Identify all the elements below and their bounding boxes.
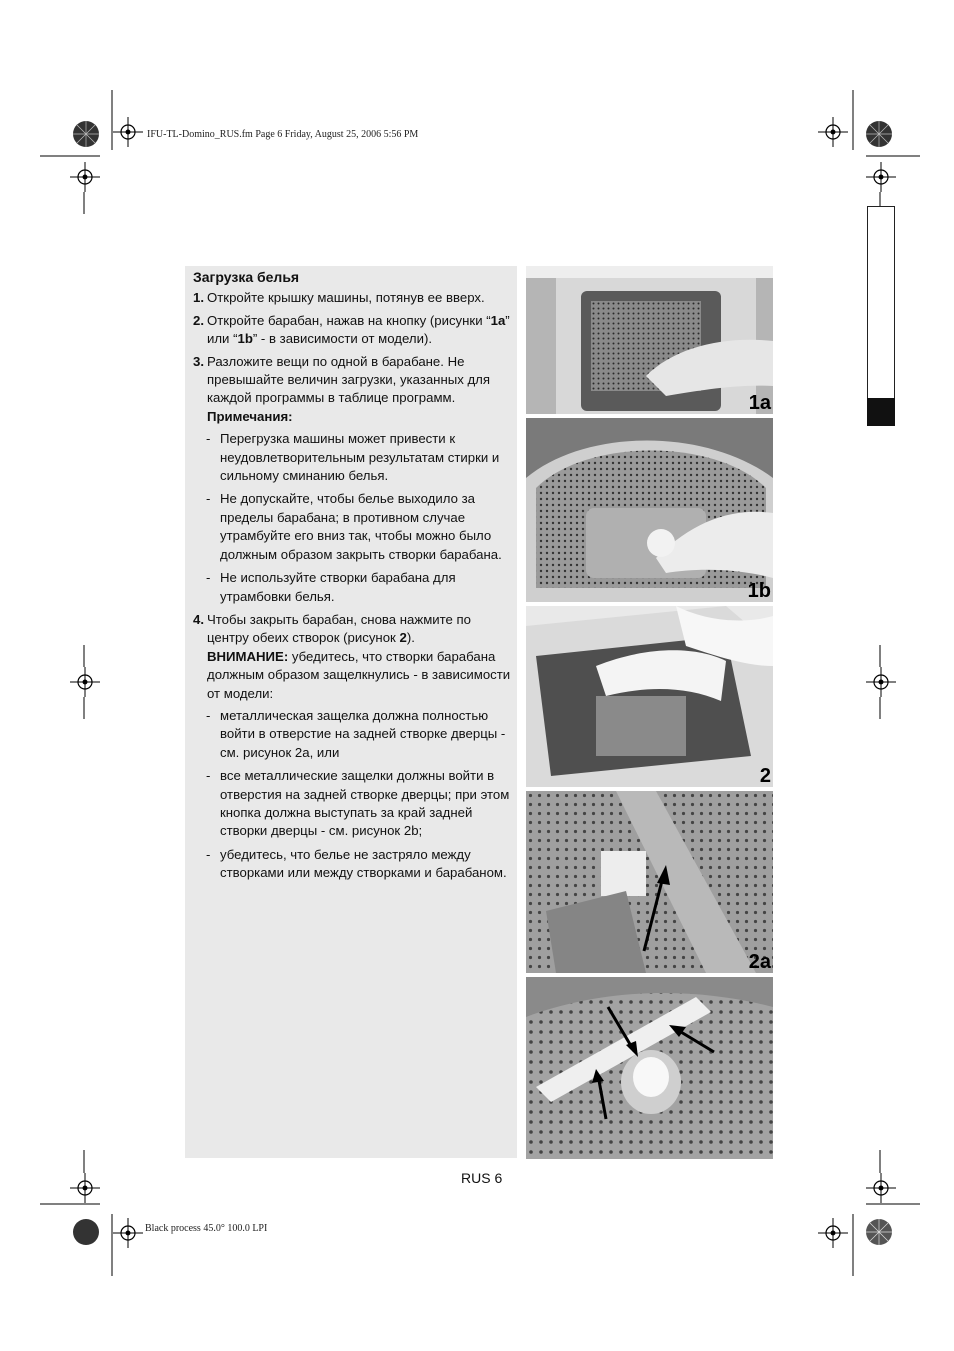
step-text: ” - в зависимости от модели). [252,331,432,347]
step-3 [193,353,511,427]
figure-label: 2a [748,951,771,973]
step-text: Откройте крышку машины, потянув ее вверх. [207,290,485,306]
step-text: Откройте барабан, нажав на кнопку (рисунки “ [207,312,491,328]
step-number: 4. [193,611,204,627]
step-number: 3. [193,353,204,369]
section-title: Загрузка белья [193,269,300,285]
star-target-icon [72,120,100,148]
warning-text: убедитесь, что створки барабана должным образом защелкнулись - в зависимости от модели: [207,648,511,701]
figure-ref: 1a [490,312,506,328]
star-target-icon [865,1218,893,1246]
step-1 [193,289,511,307]
star-target-icon [865,120,893,148]
figure-ref: 1b [237,331,253,347]
instructions [193,268,511,888]
warnings-list [193,707,511,883]
figure-label: 1a [748,392,771,414]
figure-label: 1b [747,580,771,602]
step-4 [193,611,511,703]
edge-tab-marker [867,398,895,426]
step-text: ” или “ [207,312,510,347]
step-text: ). [406,630,415,646]
figure-2 [526,606,773,787]
photo-column [526,266,773,1159]
step-2 [193,312,511,349]
list-item: - Не используйте створки барабана для утрамбовки белья. [206,570,456,604]
list-item: - металлическая защелка должна полностью войти в отверстие на задней створке дверцы - см. рисунок 2a, или [206,707,506,760]
figure-2b [526,977,773,1159]
star-target-icon [72,1218,100,1246]
page-number: RUS 6 [461,1170,503,1186]
warning-label: ВНИМАНИЕ: [207,648,289,664]
step-text: Чтобы закрыть барабан, снова нажмите по центру обеих створок (рисунок [207,611,472,646]
step-number: 2. [193,312,204,328]
figure-ref: 2 [399,630,407,646]
section-edge-tab [867,206,895,426]
notes-list [193,430,511,606]
figure-2a [526,791,773,973]
figure-1a [526,266,773,414]
print-footer: Black process 45.0° 100.0 LPI [145,1223,268,1234]
print-header: IFU-TL-Domino_RUS.fm Page 6 Friday, August 25, 2006 5:56 PM [147,129,419,140]
step-number: 1. [193,290,204,306]
list-item: - Перегрузка машины может привести к неудовлетворительным результатам стирки и сильному сминанию белья. [206,431,500,484]
list-item: - Не допускайте, чтобы белье выходило за пределы барабана; в противном случае утрамбуйте его вниз так, чтобы можно было должным образом закрыть створки барабана. [206,491,502,562]
list-item: - все металлические защелки должны войти в отверстия на задней створке дверцы; при этом кнопка должна выступать за край задней створки дверцы - см. рисунок 2b; [206,768,510,839]
step-text: Разложите вещи по одной в барабане. Не превышайте величин загрузки, указанных для каждой программы в таблице программ. [207,353,490,406]
figure-label: 2 [759,765,771,787]
figure-1b [526,418,773,602]
list-item: - убедитесь, что белье не застряло между створками или между створками и барабаном. [206,846,507,881]
notes-heading: Примечания: [207,408,293,424]
